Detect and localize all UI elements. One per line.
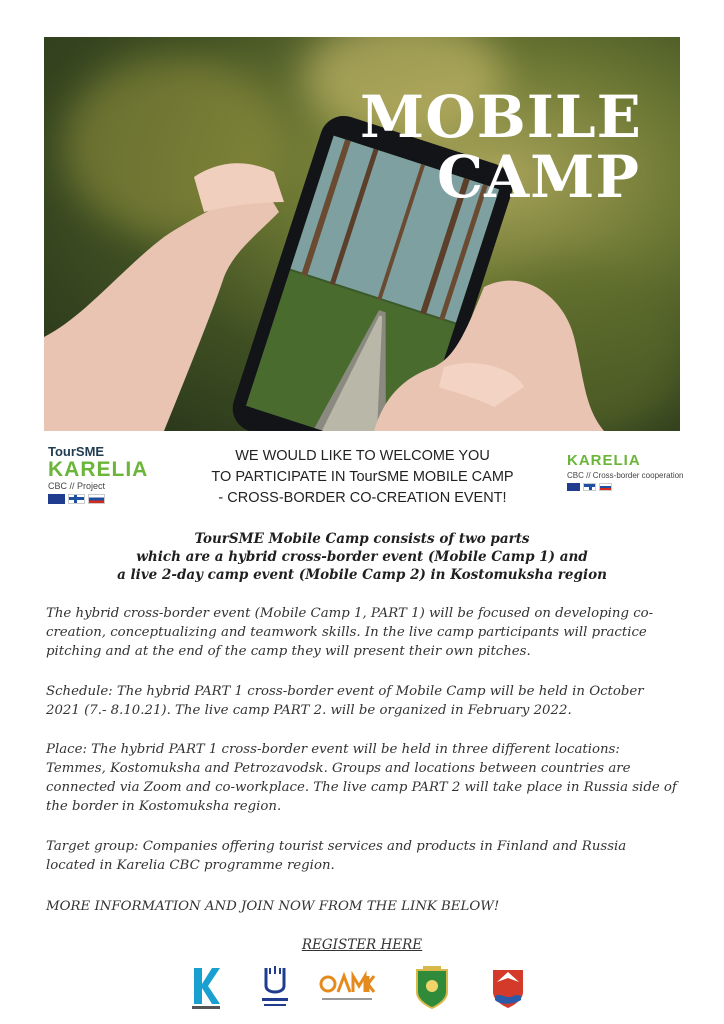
finland-flag-icon [583, 483, 596, 491]
coat-of-arms-green-logo [413, 964, 451, 1012]
hero-title-line-1: MOBILE [360, 83, 642, 151]
kamk-logo [188, 964, 224, 1012]
intro-line-1: TourSME Mobile Camp consists of two parts [194, 531, 530, 547]
karelia-cbc-logo [567, 452, 707, 491]
finland-flag-icon [68, 494, 85, 504]
intro-line-2: which are a hybrid cross-border event (Mobile Camp 1) and [136, 549, 588, 565]
paragraph-description: The hybrid cross-border event (Mobile Camp 1, PART 1) will be focused on developing co-creation, conceptualizing and teamwork skills. In the live camp participants will practice pitching and at the end of the camp they will present their own pitches. [46, 606, 654, 659]
paragraph-target-group: Target group: Companies offering tourist services and products in Finland and Russia located in Karelia CBC programme region. [46, 839, 627, 873]
flags-row-right [567, 483, 707, 491]
welcome-message [190, 446, 535, 509]
hero-image [44, 37, 680, 431]
paragraph-place: Place: The hybrid PART 1 cross-border event will be held in three different locations: Temmes, Kostomuksha and Petrozavodsk. Groups and locations between countries are connected via Zoom and co-workplace. The live camp PART 2 will take place in Russia side of the border in Kostomuksha region. [46, 742, 677, 814]
welcome-line-3: - CROSS-BORDER CO-CREATION EVENT! [218, 490, 507, 506]
welcome-line-2: TO PARTICIPATE IN TourSME MOBILE CAMP [211, 469, 514, 485]
university-of-oulu-logo [258, 964, 292, 1012]
logo-text-karelia-right: KARELIA [567, 452, 641, 469]
oamk-logo [318, 964, 376, 1012]
hero-title [360, 83, 642, 211]
russia-flag-icon [599, 483, 612, 491]
russia-flag-icon [88, 494, 105, 504]
logo-text-cbc-project: CBC // Project [48, 481, 106, 491]
paragraph-more-info: MORE INFORMATION AND JOIN NOW FROM THE LINK BELOW! [46, 899, 500, 914]
welcome-line-1: WE WOULD LIKE TO WELCOME YOU [235, 448, 490, 464]
eu-flag-icon [48, 494, 65, 504]
coat-of-arms-red-logo [489, 964, 527, 1012]
eu-flag-icon [567, 483, 580, 491]
register-link[interactable]: REGISTER HERE [301, 937, 423, 953]
hero-title-line-2: CAMP [437, 143, 640, 211]
toursme-karelia-logo [48, 444, 188, 508]
logo-text-toursme: TourSME [48, 444, 105, 459]
logo-text-cross-border: CBC // Cross-border cooperation [567, 471, 684, 480]
paragraph-schedule: Schedule: The hybrid PART 1 cross-border event of Mobile Camp will be held in October 2021 (7.- 8.10.21). The live camp PART 2. will be organized in February 2022. [46, 684, 644, 718]
intro-line-3: a live 2-day camp event (Mobile Camp 2) in Kostomuksha region [117, 567, 607, 583]
logo-text-karelia: KARELIA [48, 458, 149, 481]
intro-heading [60, 530, 664, 584]
flags-row [48, 494, 188, 504]
